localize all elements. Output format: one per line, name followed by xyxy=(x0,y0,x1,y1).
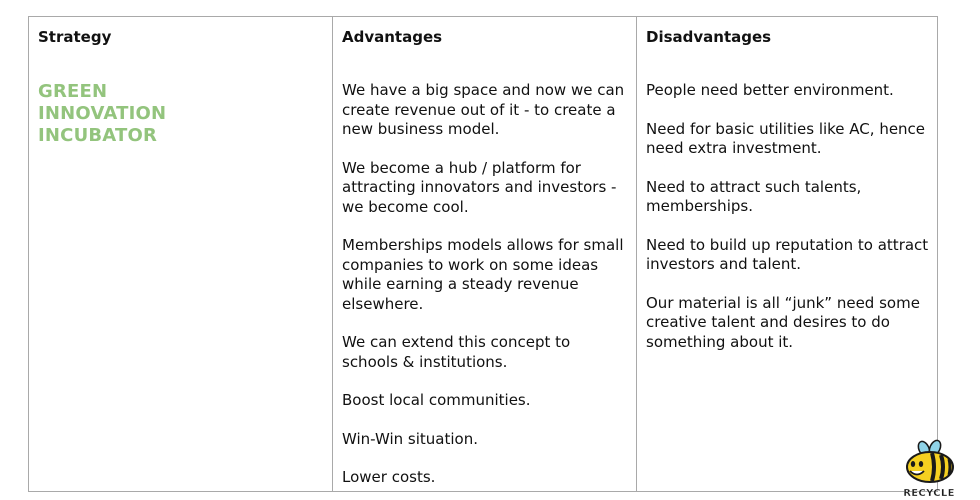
strategy-name xyxy=(38,81,324,147)
bee-eye xyxy=(911,461,915,467)
advantage-item: Memberships models allows for small companies to work on some ideas while earning a steady revenue elsewhere. xyxy=(342,236,624,313)
strategy-column xyxy=(29,17,332,491)
strategy-name-line: INNOVATION xyxy=(38,103,167,124)
disadvantages-header: Disadvantages xyxy=(646,28,772,46)
advantages-list xyxy=(342,81,628,488)
disadvantage-item: People need better environment. xyxy=(646,81,894,99)
disadvantage-item: Need for basic utilities like AC, hence need extra investment. xyxy=(646,119,926,157)
disadvantages-list xyxy=(646,81,929,352)
advantage-item: We have a big space and now we can create revenue out of it - to create a new business model. xyxy=(342,81,625,138)
recycle-label: RECYCLE xyxy=(903,488,955,499)
advantage-item: We can extend this concept to schools & institutions. xyxy=(342,333,571,371)
recycle-bee-logo xyxy=(898,438,960,500)
disadvantage-item: Need to attract such talents, memberships. xyxy=(646,177,862,215)
strategy-name-line: INCUBATOR xyxy=(38,125,158,146)
strategy-table xyxy=(28,16,938,492)
disadvantages-column xyxy=(636,17,937,491)
bee-eye xyxy=(919,461,923,467)
bee-stripe xyxy=(941,455,943,479)
disadvantage-item: Need to build up reputation to attract investors and talent. xyxy=(646,235,929,273)
strategy-header: Strategy xyxy=(38,28,112,46)
advantage-item: Win-Win situation. xyxy=(342,429,478,448)
advantage-item: Lower costs. xyxy=(342,468,436,486)
disadvantage-item: Our material is all “junk” need some creative talent and desires to do something about it. xyxy=(646,293,920,351)
advantage-item: Boost local communities. xyxy=(342,391,531,409)
advantages-header: Advantages xyxy=(342,28,443,46)
advantages-column xyxy=(332,17,636,491)
bee-body xyxy=(907,452,953,482)
strategy-name-line: GREEN xyxy=(38,81,108,102)
bee-stripe xyxy=(932,453,934,481)
bee-stripe xyxy=(949,459,950,475)
advantage-item: We become a hub / platform for attracting innovators and investors - we become cool. xyxy=(342,158,617,216)
